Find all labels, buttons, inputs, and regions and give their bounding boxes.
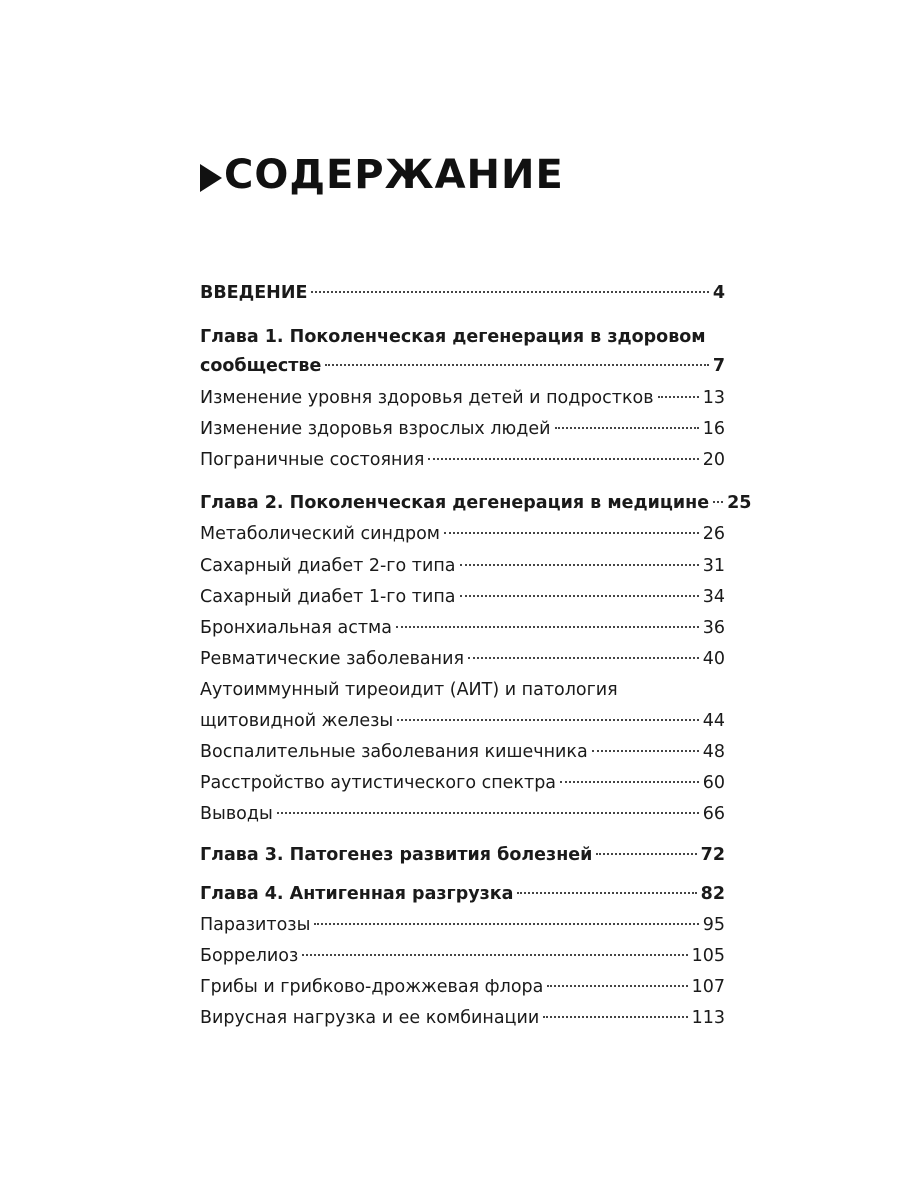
toc-entry-title: Выводы [200,804,273,824]
toc-page-number: 60 [702,773,725,793]
toc-entry-title: Ревматические заболевания [200,649,464,669]
toc-entry-title: ВВЕДЕНИЕ [200,283,308,303]
toc-entry-title: Аутоиммунный тиреоидит (АИТ) и патология [200,680,618,700]
dot-leader [277,812,699,814]
toc-entry [200,972,725,1002]
toc-entry-title: Сахарный диабет 2-го типа [200,556,456,576]
dot-leader [396,626,699,628]
toc-entry-title: щитовидной железы [200,711,394,731]
toc-entry-title: Глава 1. Поколенческая дегенерация в здоровом [200,327,706,347]
toc-entry [200,278,725,308]
dot-leader [560,781,699,783]
toc-entry [200,644,725,674]
dot-leader [592,750,699,752]
toc-entry-title: Бронхиальная астма [200,618,392,638]
toc-entry [200,383,725,413]
toc-entry-title: Паразитозы [200,915,311,935]
dot-leader [713,501,723,503]
toc-entry [200,414,725,444]
toc-entry [200,488,752,518]
toc-entry [200,1003,725,1033]
dot-leader [555,427,699,429]
toc-entry-title: сообществе [200,356,322,376]
toc-entry [200,941,725,971]
toc-entry-title: Вирусная нагрузка и ее комбинации [200,1008,540,1028]
toc-page-number: 7 [712,356,725,376]
toc-entry-title: Сахарный диабет 1-го типа [200,587,456,607]
toc-entry [200,582,725,612]
toc-entry-title: Воспалительные заболевания кишечника [200,742,588,762]
toc-entry [200,351,725,381]
toc-heading [200,150,564,200]
toc-entry [200,799,725,829]
dot-leader [428,458,698,460]
toc-entry [200,322,725,352]
toc-entry [200,551,725,581]
toc-page-number: 20 [702,450,725,470]
toc-page-number: 105 [691,946,725,966]
toc-page-number: 13 [702,388,725,408]
toc-page-number: 95 [702,915,725,935]
toc-page-number: 82 [700,884,725,904]
toc-page-number: 34 [702,587,725,607]
dot-leader [596,853,696,855]
toc-entry [200,613,725,643]
toc-entry-title: Изменение уровня здоровья детей и подростков [200,388,654,408]
toc-entry-title: Метаболический синдром [200,524,441,544]
toc-page-number: 66 [702,804,725,824]
toc-entry [200,768,725,798]
toc-page-number: 72 [700,845,725,865]
toc-entry-title: Глава 2. Поколенческая дегенерация в медицине [200,493,710,513]
play-triangle-icon [200,164,222,192]
toc-entry-title: Изменение здоровья взрослых людей [200,419,551,439]
dot-leader [468,657,699,659]
toc-entry [200,879,725,909]
dot-leader [325,364,709,366]
toc-entry-title: Расстройство аутистического спектра [200,773,557,793]
toc-entry [200,840,725,870]
toc-entry [200,445,725,475]
toc-page-number: 36 [702,618,725,638]
toc-page-number: 44 [702,711,725,731]
toc-entry-title: Боррелиоз [200,946,299,966]
toc-page-number: 4 [712,283,725,303]
toc-page-number: 31 [702,556,725,576]
toc-entry-title: Глава 4. Антигенная разгрузка [200,884,514,904]
toc-entry [200,910,725,940]
toc-entry-title: Пограничные состояния [200,450,425,470]
toc-entry-title: Грибы и грибково-дрожжевая флора [200,977,544,997]
toc-page-number: 48 [702,742,725,762]
toc-page-number: 107 [691,977,725,997]
toc-page-number: 40 [702,649,725,669]
toc-page-number: 26 [702,524,725,544]
dot-leader [302,954,687,956]
toc-page-number: 113 [691,1008,725,1028]
toc-page-number: 16 [702,419,725,439]
toc-entry [200,675,725,705]
dot-leader [311,291,708,293]
dot-leader [397,719,698,721]
dot-leader [658,396,699,398]
toc-entry [200,706,725,736]
dot-leader [460,564,699,566]
toc-entry [200,519,725,549]
dot-leader [543,1016,687,1018]
toc-entry-title: Глава 3. Патогенез развития болезней [200,845,593,865]
page-title: СОДЕРЖАНИЕ [224,152,564,198]
dot-leader [460,595,699,597]
toc-entry [200,737,725,767]
toc-page-number: 25 [727,493,752,513]
dot-leader [314,923,698,925]
dot-leader [444,532,699,534]
dot-leader [517,892,696,894]
dot-leader [547,985,687,987]
